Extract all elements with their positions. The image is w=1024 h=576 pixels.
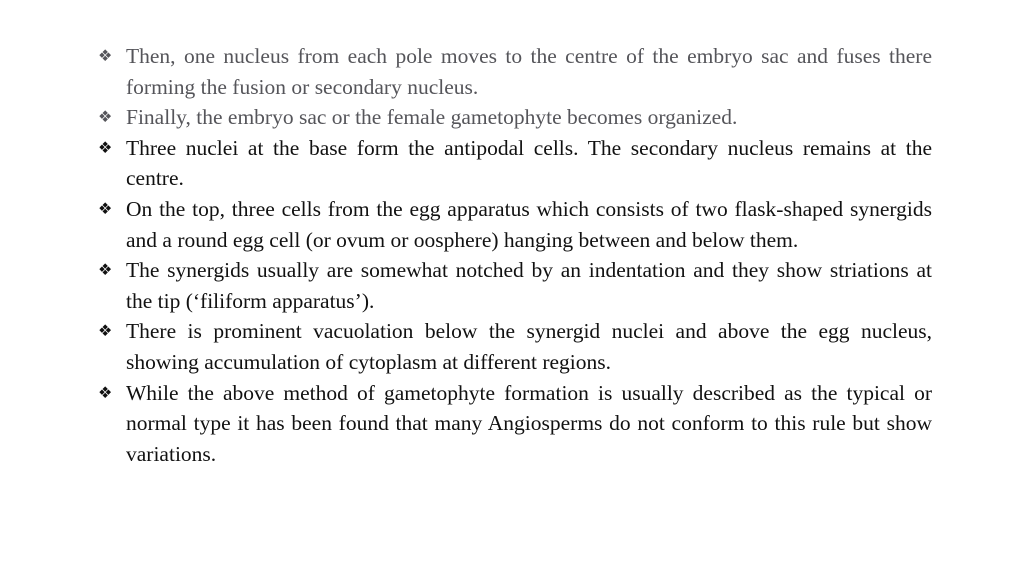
- bullet-item: [96, 194, 932, 255]
- bullet-item: [96, 316, 932, 377]
- diamond-bullet-icon: ❖: [98, 137, 113, 157]
- bullet-item: [96, 102, 932, 133]
- bullet-text: While the above method of gametophyte formation is usually described as the typical or normal type it has been found that many Angiosperms do not conform to this rule but show variations.: [126, 380, 932, 466]
- bullet-text: There is prominent vacuolation below the synergid nuclei and above the egg nucleus, showing accumulation of cytoplasm at different regions.: [126, 319, 932, 374]
- bullet-item: [96, 255, 932, 316]
- diamond-bullet-icon: ❖: [98, 382, 113, 402]
- bullet-text: The synergids usually are somewhat notched by an indentation and they show striations at the tip (‘filiform apparatus’).: [126, 258, 932, 313]
- diamond-bullet-icon: ❖: [98, 107, 113, 127]
- diamond-bullet-icon: ❖: [98, 321, 113, 341]
- bullet-item: [96, 41, 932, 102]
- bullet-item: [96, 133, 932, 194]
- diamond-bullet-icon: ❖: [98, 260, 113, 280]
- bullet-text: On the top, three cells from the egg apparatus which consists of two flask-shaped synergids and a round egg cell (or ovum or oosphere) hanging between and below them.: [126, 196, 932, 252]
- bullet-item: [96, 378, 932, 470]
- diamond-bullet-icon: ❖: [98, 46, 113, 65]
- bullet-text: Three nuclei at the base form the antipodal cells. The secondary nucleus remains at the centre.: [126, 135, 932, 191]
- bullet-text: Finally, the embryo sac or the female gametophyte becomes organized.: [126, 105, 738, 130]
- bullet-text: Then, one nucleus from each pole moves to the centre of the embryo sac and fuses there forming the fusion or secondary nucleus.: [126, 44, 932, 99]
- bullet-list: [96, 41, 932, 469]
- diamond-bullet-icon: ❖: [98, 198, 113, 218]
